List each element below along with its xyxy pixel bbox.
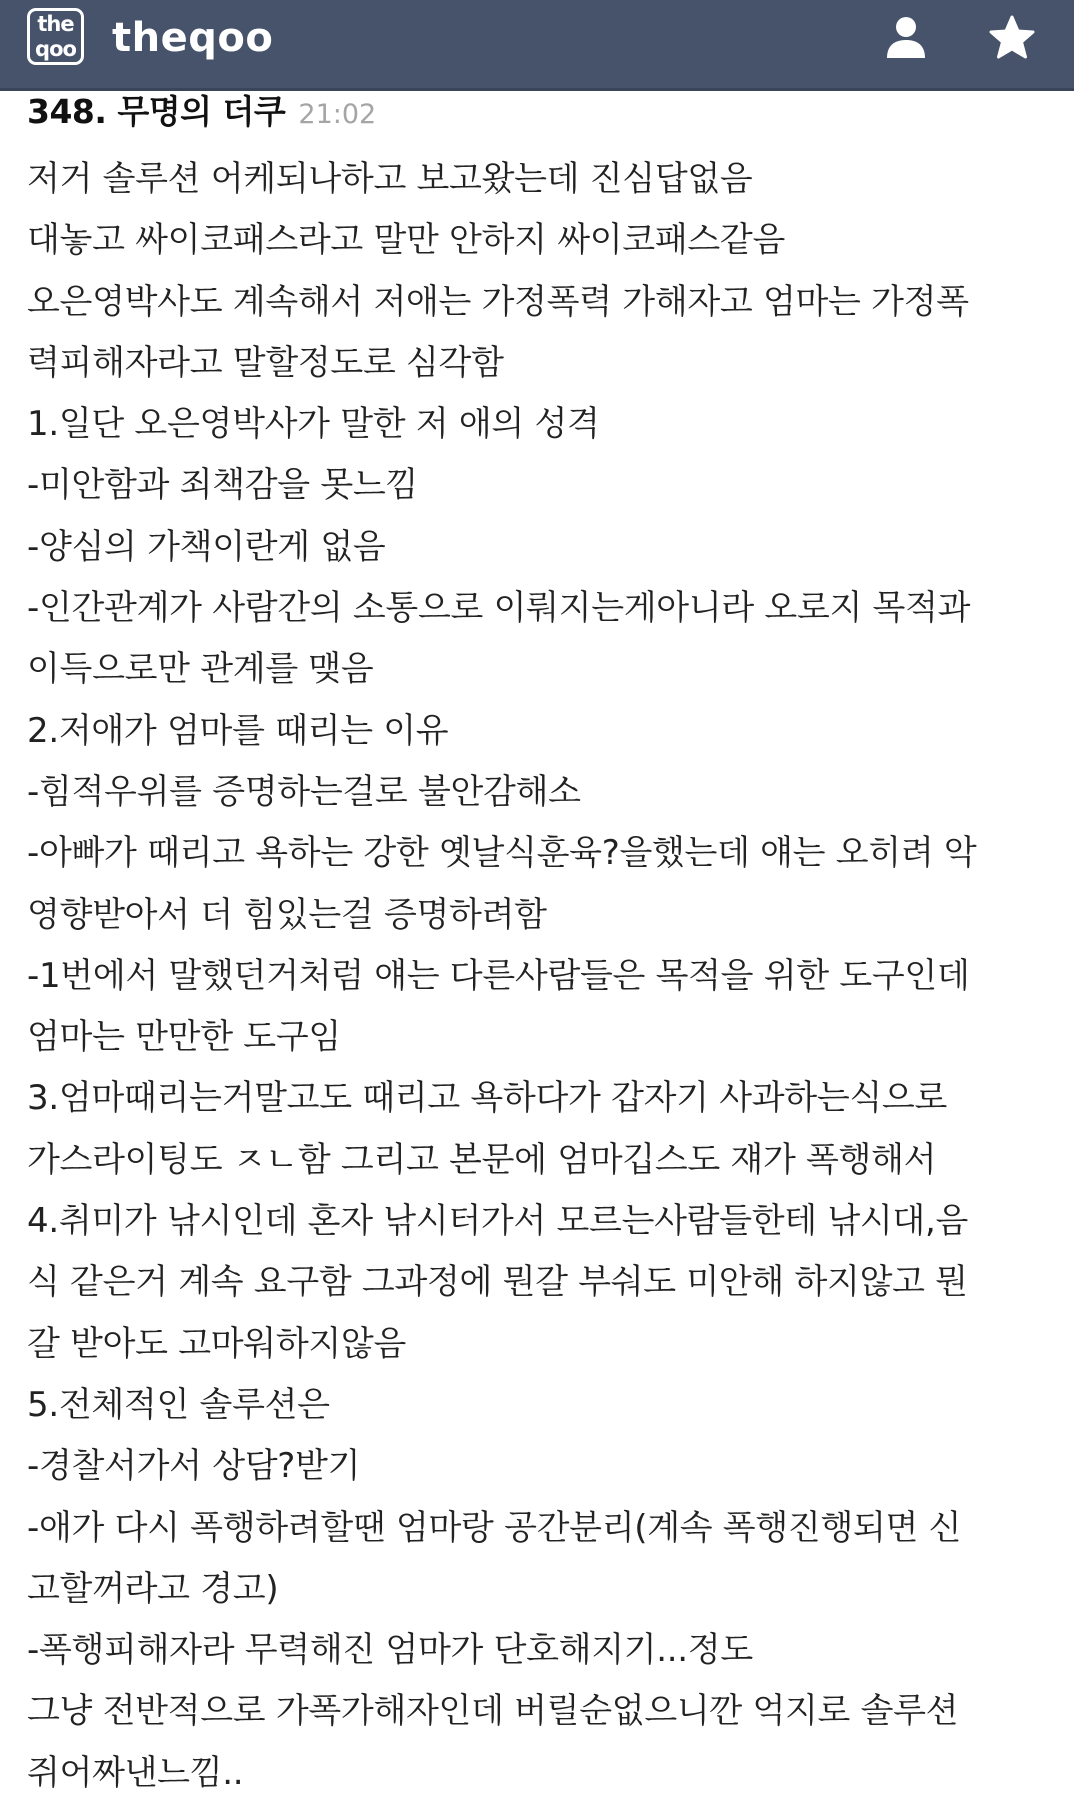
comment-text-line: 4.취미가 낚시인데 혼자 낚시터가서 모르는사람들한테 낚시대,음 [27,1201,969,1242]
comment-text-line: 오은영박사도 계속해서 저애는 가정폭력 가해자고 엄마는 가정폭 [27,281,969,322]
site-name[interactable]: theqoo [112,15,274,61]
comment-text-line: 그냥 전반적으로 가폭가해자인데 버릴순없으니깐 억지로 솔루션 [27,1691,959,1732]
comment-text-line: -애가 다시 폭행하려할땐 엄마랑 공간분리(계속 폭행진행되면 신 [27,1507,962,1548]
comment-text-line: -경찰서가서 상담?받기 [27,1446,361,1487]
comment-text-line: -힘적우위를 증명하는걸로 불안감해소 [27,771,581,812]
comment-author: 348. 무명의 더쿠 [27,92,286,131]
top-navigation-bar [0,0,1074,91]
comment-text-line: 쥐어짜낸느낌.. [27,1752,244,1793]
comment-body [27,149,1057,1804]
star-icon[interactable] [988,14,1036,62]
user-icon[interactable] [882,14,930,62]
comment-text-line: -1번에서 말했던거처럼 얘는 다른사람들은 목적을 위한 도구인데 [27,955,970,996]
comment-text-line: -폭행피해자라 무력해진 엄마가 단호해지기...정도 [27,1630,753,1671]
comment-text-line: 1.일단 오은영박사가 말한 저 애의 성격 [27,404,600,445]
comment-timestamp: 21:02 [298,99,377,130]
comment-text-line: 5.전체적인 솔루션은 [27,1384,330,1425]
comment-text-line: 고할꺼라고 경고) [27,1568,279,1609]
comment-text-line: 이득으로만 관계를 맺음 [27,649,374,690]
comment-text-line: -미안함과 죄책감을 못느낌 [27,465,418,506]
comment-text-line: 식 같은거 계속 요구함 그과정에 뭔갈 부숴도 미안해 하지않고 뭔 [27,1262,968,1303]
theqoo-logo[interactable] [27,8,84,65]
comment-text-line: 엄마는 만만한 도구임 [27,1017,341,1058]
logo-text-top: the [37,12,74,36]
comment-text-line: -양심의 가책이란게 없음 [27,526,386,567]
comment-text-line: 영향받아서 더 힘있는걸 증명하려함 [27,894,547,935]
comment-text-line: 대놓고 싸이코패스라고 말만 안하지 싸이코패스같음 [27,220,785,261]
comment-text-line: 저거 솔루션 어케되나하고 보고왔는데 진심답없음 [27,159,753,199]
comment-text-line: -인간관계가 사람간의 소통으로 이뤄지는게아니라 오로지 목적과 [27,588,971,629]
comment-text-line: 갈 받아도 고마워하지않음 [27,1323,406,1364]
comment-text-line: 2.저애가 엄마를 때리는 이유 [27,710,449,751]
comment-header [27,86,376,136]
comment-text-line: 가스라이팅도 ㅈㄴ함 그리고 본문에 엄마깁스도 쟤가 폭행해서 [27,1139,937,1180]
logo-text-bottom: qoo [35,37,76,61]
comment-text-line: 력피해자라고 말할정도로 심각함 [27,342,504,383]
comment-text-line: -아빠가 때리고 욕하는 강한 옛날식훈육?을했는데 얘는 오히려 악 [27,833,977,874]
comment-text-line: 3.엄마때리는거말고도 때리고 욕하다가 갑자기 사과하는식으로 [27,1078,948,1119]
